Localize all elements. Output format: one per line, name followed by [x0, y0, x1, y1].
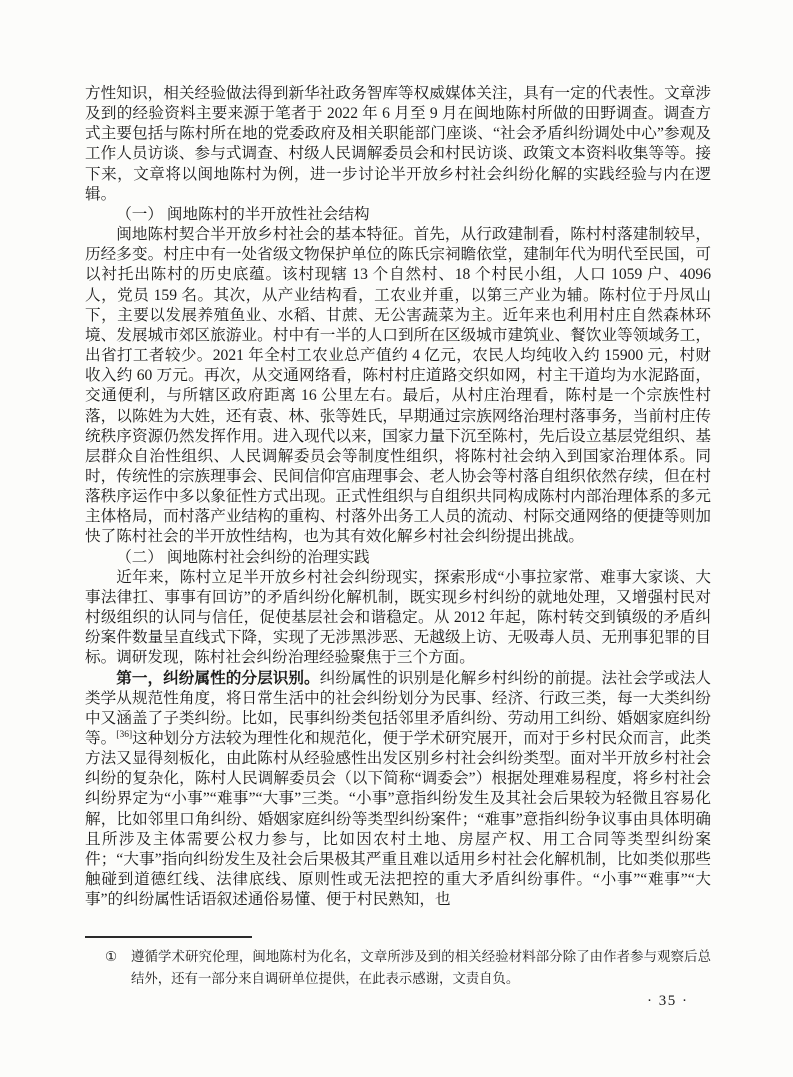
footnote-marker: ① — [105, 949, 118, 964]
section-heading-semi-open-structure: （一） 闽地陈村的半开放性社会结构 — [116, 205, 370, 223]
article-body — [85, 84, 711, 910]
text-before-citation: 纠纷属性的识别是化解乡村纠纷的前提。法社会学或法人类学从规范性角度，将日常生活中的社会纠纷划分为民事、经济、行政三类，每一大类纠纷中又涵盖了子类纠纷。比如，民事纠纷类包括邻里矛盾纠纷、劳动用工纠纷、婚姻家庭纠纷等。 — [85, 669, 711, 747]
paragraph-governance-practice: 近年来，陈村立足半开放乡村社会纠纷现实，探索形成“小事拉家常、难事大家谈、大事法律扛、事事有回访”的矛盾纠纷化解机制，既实现乡村纠纷的就地处理，又增强村民对村级组织的认同与信任，促使基层社会和谐稳定。从 2012 年起，陈村转交到镇级的矛盾纠纷案件数量呈直线式下降，实现了无涉黑涉恶、无越级上访、无吸毒人员、无刑事犯罪的目标。调研发现，陈村社会纠纷治理经验聚焦于三个方面。 — [85, 568, 711, 667]
section-heading-governance-practice: （二） 闽地陈村社会纠纷的治理实践 — [116, 548, 370, 566]
footnote-divider-rule — [85, 936, 252, 938]
citation-marker-36: [36] — [116, 729, 133, 740]
paragraph-dispute-classification — [85, 669, 711, 911]
footnote-area — [85, 936, 711, 989]
text-after-citation: 这种划分方法较为理性化和规范化，便于学术研究展开，而对于乡村民众而言，此类方法又显得刻板化，由此陈村从经验感性出发区别乡村社会纠纷类型。面对半开放乡村社会纠纷的复杂化，陈村人民调解委员会（以下简称“调委会”）根据处理难易程度，将乡村社会纠纷界定为“小事”“难事”“大事”三类。“小事”意指纠纷发生及其社会后果较为轻微且容易化解，比如邻里口角纠纷、婚姻家庭纠纷等类型纠纷案件；“难事”意指纠纷争议事由具体明确且所涉及主体需要公权力参与，比如因农村土地、房屋产权、用工合同等类型纠纷案件；“大事”指向纠纷发生及社会后果极其严重且难以适用乡村社会化解机制，比如类似那些触碰到道德红线、法律底线、原则性或无法把控的重大矛盾纠纷事件。“小事”“难事”“大事”的纠纷属性话语叙述通俗易懂、便于村民熟知，也 — [85, 730, 711, 909]
footnote-text: 遵循学术研究伦理，闽地陈村为化名，文章所涉及到的相关经验材料部分除了由作者参与观察后总结外，还有一部分来自调研单位提供，在此表示感谢，文责自负。 — [131, 949, 711, 986]
paragraph-village-structure: 闽地陈村契合半开放乡村社会的基本特征。首先，从行政建制看，陈村村落建制较早，历经多变。村庄中有一处省级文物保护单位的陈氏宗祠瞻依堂，建制年代为明代至民国，可以衬托出陈村的历史底蕴。该村现辖 13 个自然村、18 个村民小组，人口 1059 户、4096 人，党员 159 名。其次，从产业结构看，工农业并重，以第三产业为辅。陈村位于丹凤山下，主要以发展养殖鱼业、水稻、甘蔗、无公害蔬菜为主。近年来也利用村庄自然森林环境、发展城市郊区旅游业。村中有一半的人口到所在区级城市建筑业、餐饮业等领域务工，出省打工者较少。2021 年全村工农业总产值约 4 亿元，农民人均纯收入约 15900 元，村财收入约 60 万元。再次，从交通网络看，陈村村庄道路交织如网，村主干道均为水泥路面，交通便利，与所辖区政府距离 16 公里左右。最后，从村庄治理看，陈村是一个宗族性村落，以陈姓为大姓，还有袁、林、张等姓氏，早期通过宗族网络治理村落事务，当前村庄传统秩序资源仍然发挥作用。进入现代以来，国家力量下沉至陈村，先后设立基层党组织、基层群众自治性组织、人民调解委员会等制度性组织，将陈村社会纳入到国家治理体系。同时，传统性的宗族理事会、民间信仰宫庙理事会、老人协会等村落自组织依然存续，但在村落秩序运作中多以象征性方式出现。正式性组织与自组织共同构成陈村内部治理体系的多元主体格局，而村落产业结构的重构、村落外出务工人员的流动、村际交通网络的便捷等则加快了陈村社会的半开放性结构，也为其有效化解乡村社会纠纷提出挑战。 — [85, 226, 711, 546]
paragraph-methodology-continuation: 方性知识，相关经验做法得到新华社政务智库等权威媒体关注，具有一定的代表性。文章涉及到的经验资料主要来源于笔者于 2022 年 6 月至 9 月在闽地陈村所做的田野调查。调查方式主要包括与陈村所在地的党委政府及相关职能部门座谈、“社会矛盾纠纷调处中心”参观及工作人员访谈、参与式调查、村级人民调解委员会和村民访谈、政策文本资料收集等等。接下来，文章将以闽地陈村为例，进一步讨论半开放乡村社会纠纷化解的实践经验与内在逻辑。 — [85, 85, 711, 203]
bold-lead-first-point: 第一，纠纷属性的分层识别。 — [116, 669, 320, 687]
footnote-item — [85, 946, 711, 989]
page-number: · 35 · — [647, 993, 689, 1009]
